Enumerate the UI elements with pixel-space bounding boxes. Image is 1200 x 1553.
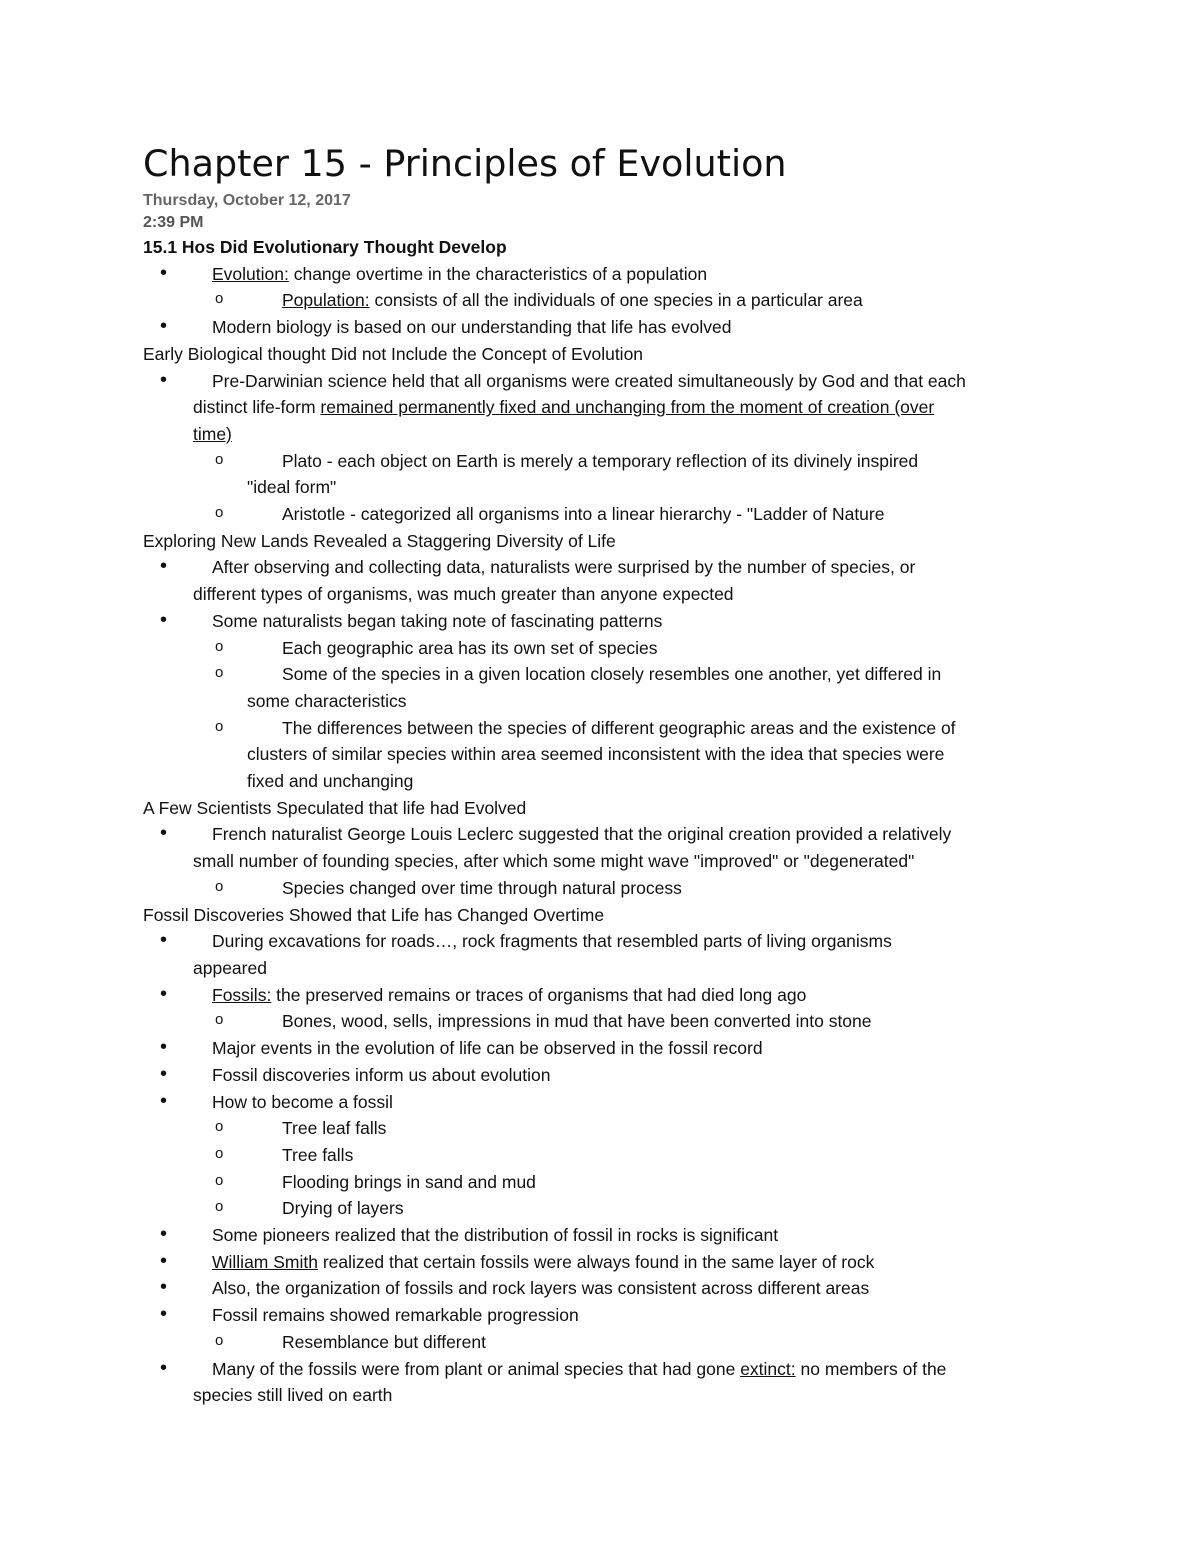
bullet-text: Modern biology is based on our understanding that life has evolved: [212, 317, 732, 338]
underlined-text: extinct:: [740, 1358, 796, 1379]
bullet-item: [143, 928, 1073, 955]
bullet-text: Pre-Darwinian science held that all organisms were created simultaneously by God and that each: [212, 370, 966, 391]
bullet-item: [143, 1035, 1073, 1062]
bullet-item: [143, 1356, 1073, 1383]
term: Fossils:: [212, 984, 272, 1005]
bullet-text: Fossil remains showed remarkable progression: [212, 1305, 579, 1326]
sub-bullet-item: [143, 1008, 1073, 1035]
sub-bullet-item: [143, 287, 1073, 314]
bullet-continuation: some characteristics: [247, 690, 407, 711]
bullet-icon: •: [160, 822, 168, 845]
bullet-text: Species changed over time through natural process: [282, 877, 682, 898]
sub-bullet-item: [143, 1169, 1073, 1196]
bullet-icon: •: [160, 315, 168, 338]
bullet-item: [143, 1062, 1073, 1089]
bullet-icon: •: [160, 1249, 168, 1272]
page-title: Chapter 15 - Principles of Evolution: [143, 142, 787, 185]
sub-bullet-item: [143, 1329, 1073, 1356]
circle-bullet-icon: o: [215, 290, 224, 308]
bullet-text: After observing and collecting data, naturalists were surprised by the number of species, or: [212, 557, 916, 578]
bullet-text: distinct life-form: [193, 397, 321, 418]
bullet-icon: •: [160, 1223, 168, 1246]
circle-bullet-icon: o: [215, 664, 224, 682]
term: Population:: [282, 290, 370, 311]
circle-bullet-icon: o: [215, 877, 224, 895]
bullet-text: Tree falls: [282, 1144, 354, 1165]
bullet-text: Some naturalists began taking note of fascinating patterns: [212, 610, 663, 631]
bullet-text: Aristotle - categorized all organisms into a linear hierarchy - "Ladder of Nature: [282, 504, 885, 525]
sub-bullet-item: [143, 661, 1073, 688]
circle-bullet-icon: o: [215, 1144, 224, 1162]
bullet-text: Tree leaf falls: [282, 1118, 387, 1139]
definition: change overtime in the characteristics of a population: [288, 263, 708, 284]
bullet-text: French naturalist George Louis Leclerc suggested that the original creation provided a relatively: [212, 824, 952, 845]
circle-bullet-icon: o: [215, 504, 224, 522]
bullet-text: Some of the species in a given location closely resembles one another, yet differed in: [282, 664, 942, 685]
sub-bullet-item: [143, 501, 1073, 528]
bullet-continuation: [143, 421, 1073, 448]
bullet-text: Fossil discoveries inform us about evolution: [212, 1064, 551, 1085]
underlined-text: remained permanently fixed and unchanging from the moment of creation (over: [320, 397, 935, 418]
bullet-text: no members of the: [795, 1358, 947, 1379]
bullet-continuation: clusters of similar species within area seemed inconsistent with the idea that species were: [247, 744, 945, 765]
bullet-item: [143, 261, 1073, 288]
underlined-text: William Smith: [212, 1251, 318, 1272]
subsection-heading: Fossil Discoveries Showed that Life has Changed Overtime: [143, 904, 605, 925]
bullet-text: Flooding brings in sand and mud: [282, 1171, 536, 1192]
note-time: 2:39 PM: [143, 214, 204, 231]
bullet-text: realized that certain fossils were always found in the same layer of rock: [317, 1251, 875, 1272]
subsection-heading: A Few Scientists Speculated that life had Evolved: [143, 797, 527, 818]
bullet-icon: •: [160, 1303, 168, 1326]
bullet-item: [143, 314, 1073, 341]
bullet-continuation: different types of organisms, was much greater than anyone expected: [193, 584, 734, 605]
sub-bullet-item: [143, 448, 1073, 475]
bullet-text: Drying of layers: [282, 1198, 404, 1219]
bullet-icon: •: [160, 982, 168, 1005]
bullet-text: Plato - each object on Earth is merely a temporary reflection of its divinely inspired: [282, 450, 919, 471]
bullet-icon: •: [160, 1036, 168, 1059]
circle-bullet-icon: o: [215, 1331, 224, 1349]
bullet-item: [143, 982, 1073, 1009]
bullet-icon: •: [160, 1356, 168, 1379]
bullet-item: [143, 1089, 1073, 1116]
circle-bullet-icon: o: [215, 1118, 224, 1136]
bullet-item: [143, 1275, 1073, 1302]
bullet-continuation: appeared: [193, 957, 267, 978]
sub-bullet-item: [143, 1142, 1073, 1169]
bullet-text: Also, the organization of fossils and rock layers was consistent across different areas: [212, 1278, 870, 1299]
circle-bullet-icon: o: [215, 1198, 224, 1216]
bullet-text: Resemblance but different: [282, 1331, 486, 1352]
bullet-icon: •: [160, 261, 168, 284]
bullet-text: Bones, wood, sells, impressions in mud that have been converted into stone: [282, 1011, 872, 1032]
note-content: [143, 140, 1073, 1409]
bullet-icon: •: [160, 368, 168, 391]
bullet-continuation: [143, 394, 1073, 421]
sub-bullet-item: [143, 875, 1073, 902]
subsection-heading: Exploring New Lands Revealed a Staggering Diversity of Life: [143, 530, 616, 551]
circle-bullet-icon: o: [215, 717, 224, 735]
definition: consists of all the individuals of one species in a particular area: [369, 290, 863, 311]
section-heading: 15.1 Hos Did Evolutionary Thought Develop: [143, 237, 507, 257]
bullet-continuation: small number of founding species, after which some might wave "improved" or "degenerated": [193, 851, 915, 872]
bullet-text: During excavations for roads…, rock fragments that resembled parts of living organisms: [212, 931, 892, 952]
bullet-item: [143, 1249, 1073, 1276]
bullet-text: Each geographic area has its own set of species: [282, 637, 658, 658]
bullet-item: [143, 821, 1073, 848]
bullet-icon: •: [160, 1062, 168, 1085]
bullet-continuation: "ideal form": [247, 477, 337, 498]
bullet-item: [143, 608, 1073, 635]
sub-bullet-item: [143, 715, 1073, 742]
circle-bullet-icon: o: [215, 1011, 224, 1029]
bullet-continuation: fixed and unchanging: [247, 771, 414, 792]
bullet-icon: •: [160, 1276, 168, 1299]
bullet-text: Major events in the evolution of life can be observed in the fossil record: [212, 1038, 763, 1059]
circle-bullet-icon: o: [215, 1171, 224, 1189]
sub-bullet-item: [143, 1195, 1073, 1222]
bullet-item: [143, 1302, 1073, 1329]
sub-bullet-item: [143, 635, 1073, 662]
bullet-icon: •: [160, 608, 168, 631]
circle-bullet-icon: o: [215, 450, 224, 468]
bullet-continuation: species still lived on earth: [193, 1385, 393, 1406]
underlined-text: time): [193, 423, 232, 444]
bullet-item: [143, 1222, 1073, 1249]
bullet-text: Many of the fossils were from plant or animal species that had gone: [212, 1358, 741, 1379]
bullet-icon: •: [160, 1089, 168, 1112]
term: Evolution:: [212, 263, 289, 284]
bullet-text: How to become a fossil: [212, 1091, 393, 1112]
bullet-text: The differences between the species of different geographic areas and the existence of: [282, 717, 956, 738]
bullet-text: Some pioneers realized that the distribution of fossil in rocks is significant: [212, 1225, 779, 1246]
sub-bullet-item: [143, 1115, 1073, 1142]
definition: the preserved remains or traces of organisms that had died long ago: [271, 984, 807, 1005]
circle-bullet-icon: o: [215, 637, 224, 655]
bullet-item: [143, 368, 1073, 395]
bullet-item: [143, 554, 1073, 581]
bullet-icon: •: [160, 929, 168, 952]
note-date: Thursday, October 12, 2017: [143, 192, 351, 209]
bullet-icon: •: [160, 555, 168, 578]
subsection-heading: Early Biological thought Did not Include the Concept of Evolution: [143, 343, 644, 364]
